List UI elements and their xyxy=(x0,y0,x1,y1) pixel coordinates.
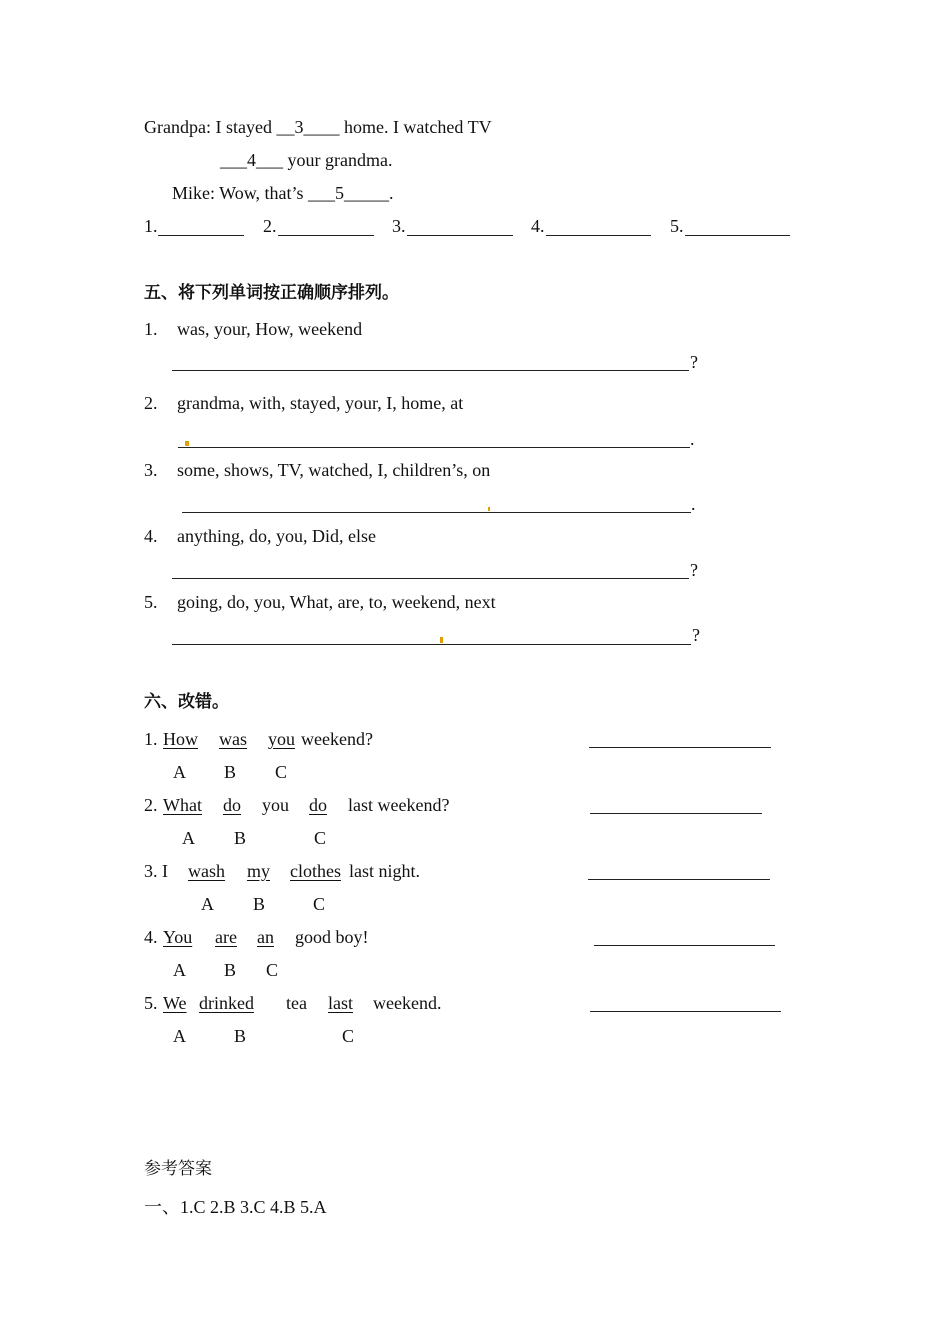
s6-blank-5[interactable] xyxy=(590,1011,781,1012)
s6-part-b: my xyxy=(247,861,271,881)
s6-part-a: We xyxy=(163,993,187,1013)
s5-end-1: ? xyxy=(690,352,698,372)
s6-part-c: do xyxy=(309,795,327,815)
answer-blank-5[interactable] xyxy=(685,235,790,236)
s6-letter-b: B xyxy=(224,762,237,782)
s5-blank-2[interactable] xyxy=(178,447,690,448)
s5-blank-3[interactable] xyxy=(182,512,691,513)
s6-part-b: drinked xyxy=(199,993,254,1013)
answer-label-1: 1. xyxy=(144,216,158,236)
s5-num-5: 5. xyxy=(144,592,158,612)
s5-blank-4[interactable] xyxy=(172,578,689,579)
s6-part-c: last xyxy=(328,993,353,1013)
s6-letter-b: B xyxy=(234,1026,247,1046)
s6-letter-b: B xyxy=(224,960,237,980)
answer-blank-1[interactable] xyxy=(158,235,244,236)
s6-rest: last night. xyxy=(349,861,420,881)
s6-rest: last weekend? xyxy=(348,795,450,815)
s6-part-a: How xyxy=(163,729,198,749)
s6-blank-3[interactable] xyxy=(588,879,770,880)
s6-blank-1[interactable] xyxy=(589,747,771,748)
answer-label-5: 5. xyxy=(670,216,684,236)
answer-label-4: 4. xyxy=(531,216,545,236)
s6-part-b: was xyxy=(219,729,247,749)
s5-num-1: 1. xyxy=(144,319,158,339)
s6-blank-4[interactable] xyxy=(594,945,775,946)
s5-end-4: ? xyxy=(690,560,698,580)
section6-title: 六、改错。 xyxy=(144,692,229,712)
s6-word: tea xyxy=(286,993,307,1013)
s5-blank-1[interactable] xyxy=(172,370,689,371)
answer-label-2: 2. xyxy=(263,216,277,236)
s6-letter-c: C xyxy=(313,894,326,914)
highlight-mark xyxy=(440,637,443,643)
s5-num-2: 2. xyxy=(144,393,158,413)
s6-letter-c: C xyxy=(342,1026,355,1046)
s6-letter-a: A xyxy=(173,1026,186,1046)
s6-num-1: 1. xyxy=(144,729,158,749)
s6-word: I xyxy=(162,861,168,881)
s6-letter-b: B xyxy=(253,894,266,914)
s6-letter-c: C xyxy=(275,762,288,782)
s6-rest: weekend? xyxy=(301,729,373,749)
s5-blank-5[interactable] xyxy=(172,644,691,645)
s6-letter-a: A xyxy=(173,762,186,782)
dialog-line-2: ___4___ your grandma. xyxy=(220,150,393,170)
highlight-mark xyxy=(488,507,490,511)
dialog-line-3: Mike: Wow, that’s ___5_____. xyxy=(172,183,394,203)
s6-blank-2[interactable] xyxy=(590,813,762,814)
s6-letter-c: C xyxy=(314,828,327,848)
s5-num-3: 3. xyxy=(144,460,158,480)
s6-part-c: an xyxy=(257,927,274,947)
s5-end-5: ? xyxy=(692,625,700,645)
s6-letter-a: A xyxy=(182,828,195,848)
section5-title: 五、将下列单词按正确顺序排列。 xyxy=(144,283,399,303)
s6-part-c: you xyxy=(268,729,295,749)
s5-words-3: some, shows, TV, watched, I, children’s, on xyxy=(177,460,491,480)
s6-word: you xyxy=(262,795,289,815)
s6-letter-a: A xyxy=(173,960,186,980)
s5-end-2: . xyxy=(690,429,695,449)
answer-label-3: 3. xyxy=(392,216,406,236)
s5-words-1: was, your, How, weekend xyxy=(177,319,363,339)
s6-part-b: are xyxy=(215,927,237,947)
s6-part-a: You xyxy=(163,927,193,947)
s6-rest: weekend. xyxy=(373,993,442,1013)
s6-part-a: What xyxy=(163,795,202,815)
s6-letter-a: A xyxy=(201,894,214,914)
s6-num-5: 5. xyxy=(144,993,158,1013)
s6-num-3: 3. xyxy=(144,861,158,881)
s5-words-5: going, do, you, What, are, to, weekend, next xyxy=(177,592,496,612)
s5-end-3: . xyxy=(691,494,696,514)
s6-part-a: wash xyxy=(188,861,225,881)
s6-rest: good boy! xyxy=(295,927,369,947)
answers-line-1: 一、1.C 2.B 3.C 4.B 5.A xyxy=(144,1197,327,1217)
s5-words-4: anything, do, you, Did, else xyxy=(177,526,376,546)
s6-letter-b: B xyxy=(234,828,247,848)
s5-words-2: grandma, with, stayed, your, I, home, at xyxy=(177,393,464,413)
answer-blank-4[interactable] xyxy=(546,235,651,236)
s6-part-c: clothes xyxy=(290,861,341,881)
s6-num-4: 4. xyxy=(144,927,158,947)
dialog-line-1: Grandpa: I stayed __3____ home. I watched TV xyxy=(144,117,492,137)
answers-title: 参考答案 xyxy=(144,1159,212,1179)
s6-letter-c: C xyxy=(266,960,279,980)
answer-blank-3[interactable] xyxy=(407,235,513,236)
s6-part-b: do xyxy=(223,795,241,815)
highlight-mark xyxy=(185,441,189,446)
answer-blank-2[interactable] xyxy=(278,235,374,236)
s5-num-4: 4. xyxy=(144,526,158,546)
s6-num-2: 2. xyxy=(144,795,158,815)
